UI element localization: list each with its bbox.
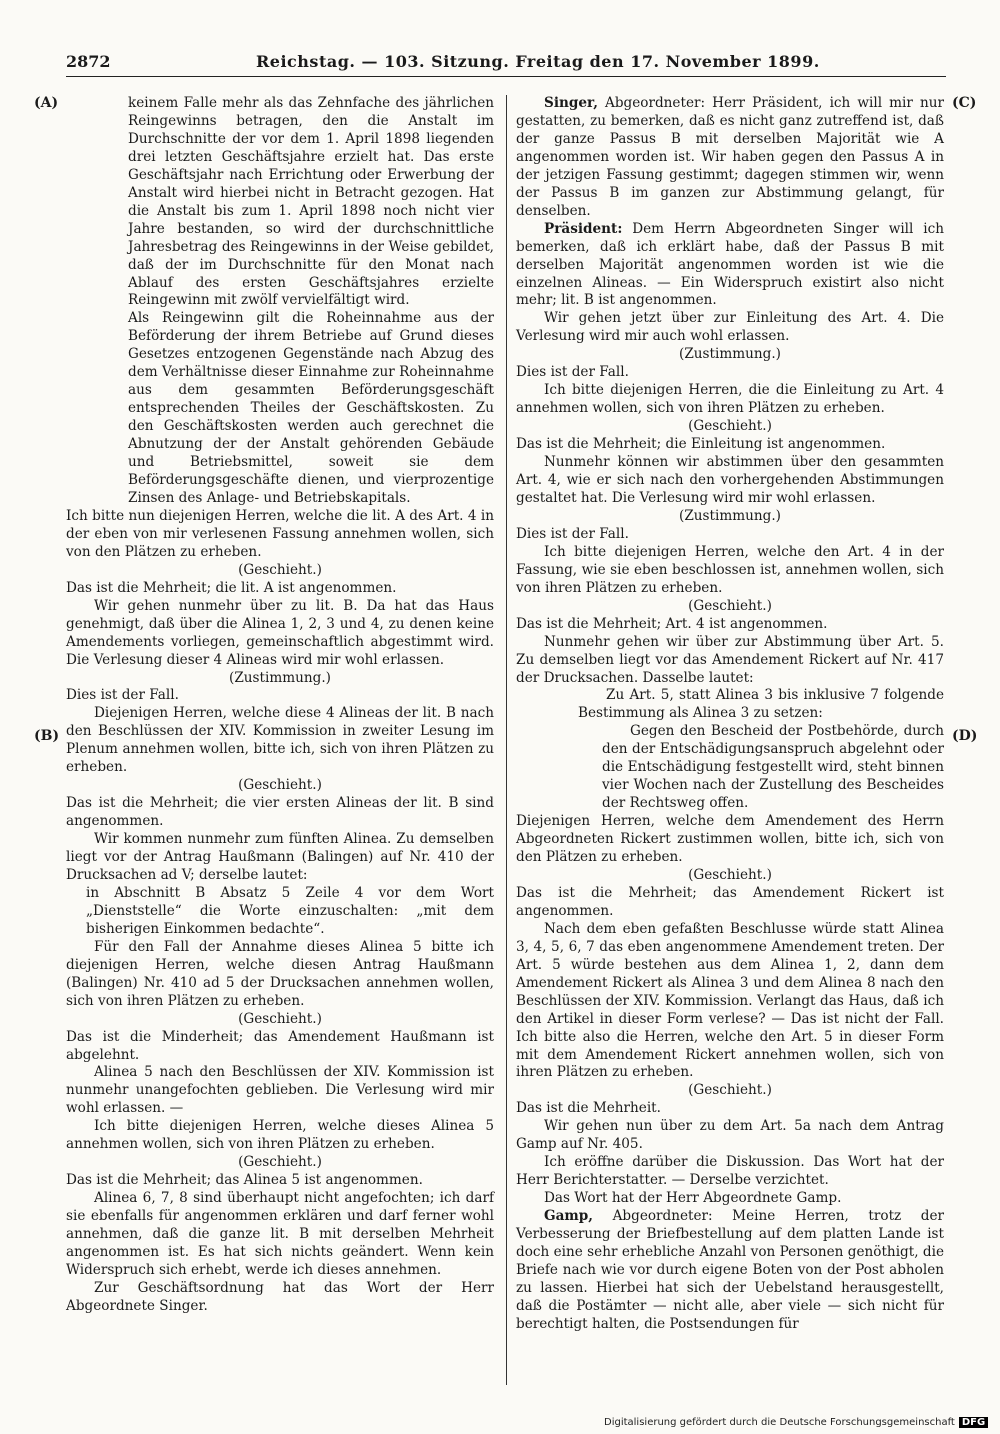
paragraph: keinem Falle mehr als das Zehnfache des jährlichen Reingewinns betragen, den die Anstalt im Durchschnitte der vor dem 1. April 1898 liegenden drei letzten Geschäftsjahre erzielt hat. Das erste Geschäftsjahr nach Errichtung oder Erwerbung der Anstalt wird hierbei nicht in Betracht gezogen. Hat die Anstalt bis zum 1. April 1898 noch nicht vier Jahre bestanden, so wird der durchschnittliche Jahresbetrag des Reingewinns in der Weise gebildet, daß der im Durchschnitte für den Monat nach Ablauf des ersten Geschäftsjahres erzielte Reingewinn mit zwölf vervielfältigt wird. — [128, 95, 494, 309]
paragraph: Das ist die Mehrheit; die lit. A ist angenommen. — [66, 579, 397, 596]
margin-mark-d: (D) — [952, 728, 978, 744]
stage-direction: (Geschieht.) — [238, 1010, 322, 1027]
quoted-motion: Gegen den Bescheid der Postbehörde, durch den der Entschädigungsanspruch abgelehnt oder die Entschädigung festgestellt wird, steht binnen vier Wochen nach der Zustellung des Bescheides der Rechtsweg offen. — [602, 723, 944, 812]
paragraph: Wir kommen nunmehr zum fünften Alinea. Zu demselben liegt vor der Antrag Haußmann (Balingen) auf Nr. 410 der Drucksachen ad V; derselbe lautet: — [66, 831, 494, 883]
right-column — [516, 95, 944, 1334]
credit-text: Digitalisierung gefördert durch die Deutsche Forschungsgemeinschaft — [604, 1417, 955, 1428]
paragraph: Das ist die Mehrheit; die Einleitung ist angenommen. — [516, 436, 886, 453]
paragraph: Das ist die Mehrheit; die vier ersten Alineas der lit. B sind angenommen. — [66, 795, 494, 830]
stage-direction: (Geschieht.) — [688, 597, 772, 614]
paragraph: Zur Geschäftsordnung hat das Wort der Herr Abgeordnete Singer. — [66, 1279, 494, 1314]
running-title: Reichstag. — 103. Sitzung. Freitag den 17. November 1899. — [256, 52, 820, 71]
paragraph: Dies ist der Fall. — [516, 364, 629, 381]
paragraph: Ich eröffne darüber die Diskussion. Das Wort hat der Herr Berichterstatter. — Derselbe verzichtet. — [516, 1154, 944, 1189]
paragraph: Nunmehr können wir abstimmen über den gesammten Art. 4, wie er sich nach den vorhergehenden Abstimmungen gestaltet hat. Die Verlesung wird mir wohl erlassen. — [516, 454, 944, 506]
paragraph: Dies ist der Fall. — [66, 687, 179, 704]
stage-direction: (Geschieht.) — [688, 866, 772, 883]
paragraph: Das ist die Mehrheit; das Amendement Rickert ist angenommen. — [516, 884, 944, 919]
left-column — [66, 95, 494, 1316]
speech-paragraph: Singer, Abgeordneter: Herr Präsident, ich will mir nur gestatten, zu bemerken, daß es nicht ganz zutreffend ist, daß der ganze Passus B mit derselben Majorität wie A angenommen worden ist. Wir haben gegen den Passus A in der jetzigen Fassung gestimmt; dagegen stimmen wir, wenn der Passus B im ganzen zur Abstimmung gelangt, für denselben. — [516, 95, 944, 219]
paragraph: Nunmehr gehen wir über zur Abstimmung über Art. 5. Zu demselben liegt vor das Amendement Rickert auf Nr. 417 der Drucksachen. Dasselbe lautet: — [516, 633, 944, 686]
paragraph: Das ist die Mehrheit; das Alinea 5 ist angenommen. — [66, 1172, 423, 1189]
paragraph: Das ist die Mehrheit; Art. 4 ist angenommen. — [516, 615, 828, 632]
speech-paragraph: Präsident: Dem Herrn Abgeordneten Singer will ich bemerken, daß ich erklärt habe, daß der Passus B mit derselben Majorität angenommen worden ist wie die einzelnen Alineas. — Ein Widerspruch existirt also nicht mehr; lit. B ist angenommen. — [516, 220, 944, 309]
paragraph: Alinea 6, 7, 8 sind überhaupt nicht angefochten; ich darf sie ebenfalls für angenommen erklären und darf ferner wohl annehmen, daß die ganze lit. B mit derselben Mehrheit angenommen ist. Es hat sich nichts geändert. Wenn kein Widerspruch sich erhebt, werde ich dieses annehmen. — [66, 1190, 494, 1278]
stage-direction: (Zustimmung.) — [679, 507, 781, 524]
paragraph: Für den Fall der Annahme dieses Alinea 5 bitte ich diejenigen Herren, welche diesen Antrag Haußmann (Balingen) Nr. 410 ad 5 der Drucksachen annehmen wollen, sich von ihren Plätzen zu erheben. — [66, 938, 494, 1009]
stage-direction: (Geschieht.) — [688, 1082, 772, 1099]
margin-mark-a: (A) — [34, 95, 59, 111]
paragraph: Das Wort hat der Herr Abgeordnete Gamp. — [544, 1190, 842, 1207]
stage-direction: (Geschieht.) — [238, 777, 322, 794]
paragraph: Ich bitte diejenigen Herren, welche dieses Alinea 5 annehmen wollen, sich von ihren Plätzen zu erheben. — [66, 1118, 494, 1153]
paragraph: Ich bitte nun diejenigen Herren, welche die lit. A des Art. 4 in der eben von mir verlesenen Fassung annehmen wollen, sich von den Plätzen zu erheben. — [66, 507, 494, 560]
column-divider — [506, 95, 507, 1385]
paragraph: Ich bitte diejenigen Herren, welche den Art. 4 in der Fassung, wie sie eben beschlossen ist, annehmen wollen, sich von ihren Plätzen zu erheben. — [516, 543, 944, 596]
speech-paragraph: Gamp, Abgeordneter: Meine Herren, trotz der Verbesserung der Briefbestellung auf dem platten Lande ist doch eine sehr erhebliche Anzahl von Personen genöthigt, die Briefe nach wie vor durch eigene Boten von der Post abholen zu lassen. Hierbei hat sich der Uebelstand herausgestellt, daß die Postämter — nicht alle, aber viele — sich nicht für berechtigt halten, die Postsendungen für — [516, 1208, 944, 1332]
speaker-name: Gamp, — [544, 1208, 594, 1225]
paragraph: Diejenigen Herren, welche diese 4 Alineas der lit. B nach den Beschlüssen der XIV. Kommission in zweiter Lesung im Plenum annehmen wollen, bitte ich, sich von ihren Plätzen zu erheben. — [66, 705, 494, 776]
paragraph: Das ist die Minderheit; das Amendement Haußmann ist abgelehnt. — [66, 1028, 494, 1063]
margin-mark-b: (B) — [34, 728, 60, 744]
paragraph: Das ist die Mehrheit. — [516, 1100, 661, 1117]
page-number: 2872 — [66, 52, 111, 71]
stage-direction: (Geschieht.) — [238, 1154, 322, 1171]
margin-mark-c: (C) — [952, 95, 977, 111]
speaker-name: Präsident: — [544, 220, 623, 237]
paragraph: Wir gehen nunmehr über zu lit. B. Da hat das Haus genehmigt, daß über die Alinea 1, 2, 3 und 4, zu denen keine Amendements vorliegen, gemeinschaftlich abgestimmt wird. Die Verlesung dieser 4 Alineas wird mir wohl erlassen. — [66, 597, 494, 668]
stage-direction: (Zustimmung.) — [679, 346, 781, 363]
paragraph: Nach dem eben gefaßten Beschlusse würde statt Alinea 3, 4, 5, 6, 7 das eben angenommene Amendement treten. Der Art. 5 würde bestehen aus dem Alinea 1, 2, dann dem Amendement Rickert als Alinea 3 und dem Alinea 8 nach den Beschlüssen der XIV. Kommission. Verlangt das Haus, daß ich den Artikel in dieser Form verlese? — Das ist nicht der Fall. Ich bitte also die Herren, welche den Art. 5 in dieser Form mit dem Amendement Rickert annehmen wollen, sich von ihren Plätzen zu erheben. — [516, 920, 944, 1081]
paragraph: Dies ist der Fall. — [516, 525, 629, 542]
paragraph: Ich bitte diejenigen Herren, die die Einleitung zu Art. 4 annehmen wollen, sich von ihren Plätzen zu erheben. — [516, 382, 944, 417]
quoted-motion: in Abschnitt B Absatz 5 Zeile 4 vor dem Wort „Dienststelle“ die Worte einzuschalten: „mit dem bisherigen Einkommen bedachte“. — [86, 884, 494, 937]
dfg-logo: DFG — [959, 1417, 988, 1428]
paragraph: Wir gehen nun über zu dem Art. 5a nach dem Antrag Gamp auf Nr. 405. — [516, 1118, 944, 1153]
paragraph: Als Reingewinn gilt die Roheinnahme aus der Beförderung der ihrem Betriebe auf Grund dieses Gesetzes entzogenen Gegenstände nach Abzug des dem Verhältnisse dieser Einnahme zur Roheinnahme aus dem gesammten Beförderungsgeschäft entsprechenden Theiles der Geschäftskosten. Zu den Geschäftskosten werden auch gerechnet die Abnutzung der der Anstalt gehörenden Gebäude und Betriebsmittel, soweit sie dem Beförderungsgeschäfte dienen, und vierprozentige Zinsen des Anlage- und Betriebskapitals. — [128, 310, 494, 506]
quoted-motion: Zu Art. 5, statt Alinea 3 bis inklusive 7 folgende Bestimmung als Alinea 3 zu setzen: — [578, 687, 944, 722]
running-header — [66, 50, 946, 77]
paragraph: Alinea 5 nach den Beschlüssen der XIV. Kommission ist nunmehr unangefochten geblieben. Die Verlesung wird mir wohl erlassen. — — [66, 1064, 494, 1117]
paragraph: Wir gehen jetzt über zur Einleitung des Art. 4. Die Verlesung wird mir auch wohl erlassen. — [516, 310, 944, 345]
digitization-credit — [604, 1417, 988, 1428]
stage-direction: (Geschieht.) — [688, 418, 772, 435]
paragraph: Diejenigen Herren, welche dem Amendement des Herrn Abgeordneten Rickert zustimmen wollen, bitte ich, sich von den Plätzen zu erheben. — [516, 813, 944, 866]
stage-direction: (Geschieht.) — [238, 561, 322, 578]
speaker-name: Singer, — [544, 95, 598, 111]
stage-direction: (Zustimmung.) — [229, 669, 331, 686]
